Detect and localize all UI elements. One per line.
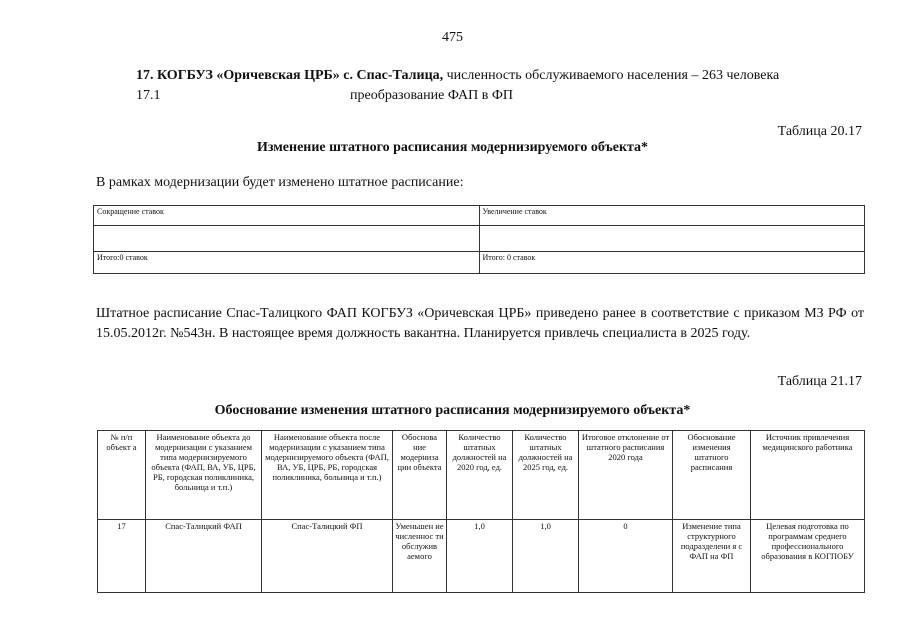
header-change-basis: Обоснование изменения штатного расписания (673, 431, 751, 520)
table-row (98, 520, 865, 593)
table1-label: Таблица 20.17 (777, 124, 862, 139)
header-deviation: Итоговое отклонение от штатного расписания 2020 года (579, 431, 673, 520)
cell-name-after: Спас-Талицкий ФП (262, 520, 393, 593)
staffing-change-table (93, 205, 865, 274)
table2-title: Обоснование изменения штатного расписания модернизируемого объекта* (214, 403, 691, 418)
cell-staff-source: Целевая подготовка по программам среднего профессионального образования в КОГПОБУ (751, 520, 865, 593)
page-number: 475 (442, 30, 463, 45)
subsection-title: преобразование ФАП в ФП (350, 88, 514, 103)
cell-staff-2025: 1,0 (513, 520, 579, 593)
reduction-empty-cell (94, 226, 480, 252)
table2-label: Таблица 21.17 (777, 374, 862, 389)
header-modernization-basis: Обоснова ние модерниза ции объекта (393, 431, 447, 520)
cell-deviation: 0 (579, 520, 673, 593)
subsection-number: 17.1 (136, 88, 161, 103)
increase-empty-cell (479, 226, 865, 252)
header-object-number: № п/п объект а (98, 431, 146, 520)
cell-change-basis: Изменение типа структурного подразделени я с ФАП на ФП (673, 520, 751, 593)
header-staff-source: Источник привлечения медицинского работника (751, 431, 865, 520)
cell-object-number: 17 (98, 520, 146, 593)
increase-total: Итого: 0 ставок (479, 252, 865, 274)
header-name-before: Наименование объекта до модернизации с указанием типа модернизируемого объекта (ФАП, ВА, УБ, ЦРБ, РБ, городская поликлиника, больница и т.п.) (146, 431, 262, 520)
cell-staff-2020: 1,0 (447, 520, 513, 593)
cell-name-before: Спас-Талицкий ФАП (146, 520, 262, 593)
header-name-after: Наименование объекта после модернизации с указанием типа модернизируемого объекта (ФАП, ВА, УБ, ЦРБ, РБ, городская поликлиника, больница и т.п.) (262, 431, 393, 520)
section-heading-bold: 17. КОГБУЗ «Оричевская ЦРБ» с. Спас-Талица, (136, 68, 444, 83)
table1-intro: В рамках модернизации будет изменено штатное расписание: (96, 175, 464, 190)
section-heading-rest: численность обслуживаемого населения – 263 человека (443, 68, 780, 83)
increase-header: Увеличение ставок (479, 206, 865, 226)
staffing-basis-table (97, 430, 865, 593)
header-staff-2025: Количество штатных должностей на 2025 год, ед. (513, 431, 579, 520)
body-paragraph: Штатное расписание Спас-Талицкого ФАП КОГБУЗ «Оричевская ЦРБ» приведено ранее в соответствие с приказом МЗ РФ от 15.05.2012г. №543н. В настоящее время должность вакантна. Планируется привлечь специалиста в 2025 году. (96, 306, 864, 341)
header-staff-2020: Количество штатных должностей на 2020 год, ед. (447, 431, 513, 520)
reduction-total: Итого:0 ставок (94, 252, 480, 274)
reduction-header: Сокращение ставок (94, 206, 480, 226)
cell-modernization-basis: Уменьшен ие численнос ти обслужив аемого (393, 520, 447, 593)
section-heading (136, 68, 779, 84)
table1-title: Изменение штатного расписания модернизируемого объекта* (256, 140, 649, 155)
